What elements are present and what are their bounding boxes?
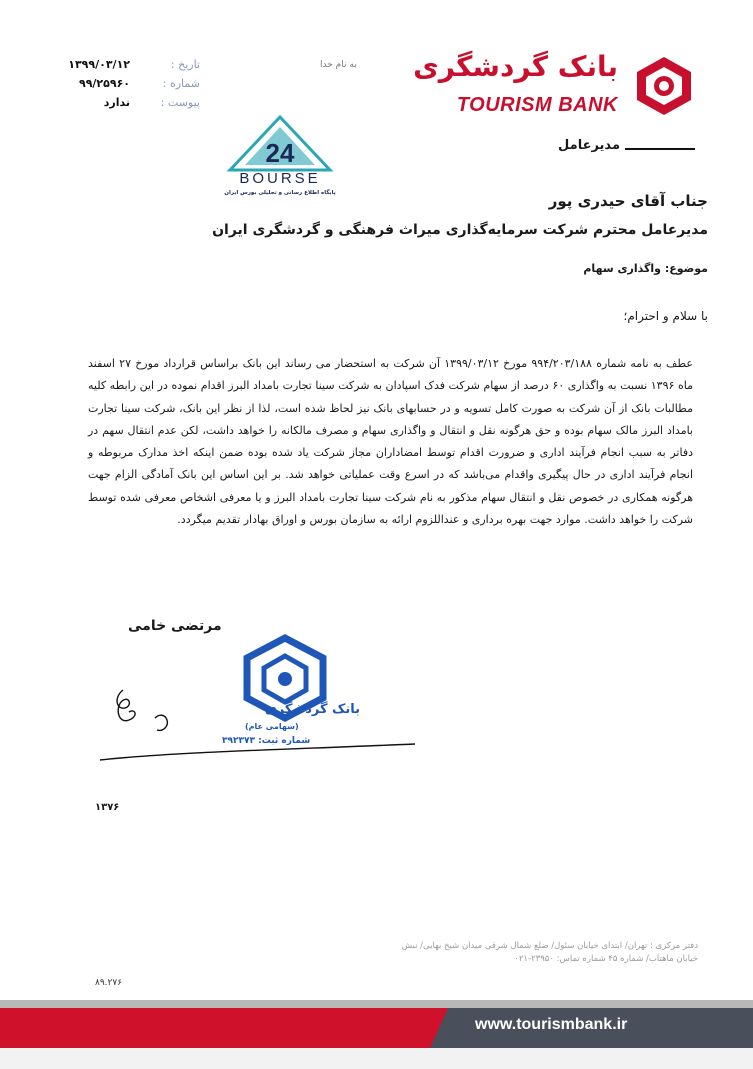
letter-subject: موضوع: واگذاری سهام	[583, 262, 708, 275]
date-row	[40, 55, 200, 74]
bank-logo-english: TOURISM BANK	[456, 94, 618, 116]
stamp-registration: شماره ثبت: ۳۹۲۳۷۳	[222, 736, 311, 746]
handwritten-signature	[95, 680, 425, 770]
department-label: مدیرعامل	[558, 138, 620, 153]
year-code: ۱۳۷۶	[95, 802, 120, 813]
tourism-bank-emblem-icon	[633, 55, 695, 117]
letter-meta	[40, 55, 200, 112]
number-label: شماره :	[162, 77, 200, 90]
letter-body: عطف به نامه شماره ۹۹۴/۲۰۳/۱۸۸ مورخ ۱۳۹۹/۰۳/۱۲ آن شرکت به استحضار می رساند این بانک براساس قرارداد مورخ ۲۷ اسفند ماه ۱۳۹۶ نسبت به واگذاری ۶۰ درصد از سهام شرکت فدک اسپادان به شرکت سینا تجارت بامداد البرز اقدام نموده در این رابطه کلیه مطالبات بانک از آن شرکت به صورت کامل تسویه و در حسابهای بانک نیز لحاظ شده است، لذا از نظر این بانک، شرکت سینا تجارت بامداد البرز مالک سهام بوده و حق هرگونه نقل و انتقال و واگذاری سهام و مصرف مالکانه را خواهد داشت، لکن عدم انتقال سهم در دفاتر به سبب انجام فرآیند اداری و ضرورت اقدام توسط امضاداران مجاز شرکت یاد شده بوده ضمن اینکه اخذ مدارک مربوطه و انجام فرآیند اداری در حال پیگیری واقدام می‌باشد که در اسرع وقت عملیاتی خواهد شد. بر این اساس این بانک آمادگی الزام جهت هرگونه همکاری در خصوص نقل و انتقال سهام مذکور به نام شرکت سینا تجارت بامداد البرز و یا معرفی اشخاص معرفی شده توسط شرکت را خواهد داشت. موارد جهت بهره برداری و عنداللزوم ارائه به سازمان بورس و اوراق بهادار تقدیم میگردد.	[88, 357, 693, 527]
recipient-name: جناب آقای حیدری پور	[548, 192, 708, 210]
attachment-value: ندارد	[103, 96, 130, 109]
form-code: ۸۹.۲۷۶	[95, 978, 123, 988]
attachment-row	[40, 93, 200, 112]
footer-bottom-strip	[0, 1048, 753, 1069]
department-rule	[625, 148, 695, 150]
date-value: ۱۳۹۹/۰۳/۱۲	[68, 58, 130, 71]
date-label: تاریخ :	[170, 58, 200, 71]
letter-greeting: با سلام و احترام؛	[623, 309, 708, 323]
svg-text:24: 24	[265, 138, 295, 168]
signer-name: مرتضی خامی	[128, 618, 222, 634]
stamp-bank-name: بانک گردشگری	[264, 702, 360, 717]
bourse-logo-word: BOURSE	[239, 170, 321, 187]
website-link[interactable]: www.tourismbank.ir	[475, 1016, 628, 1033]
bourse-logo-subtitle: پایگاه اطلاع رسانی و تحلیلی بورس ایران	[224, 190, 336, 196]
bank-logo-persian: بانک گردشگری	[413, 50, 618, 83]
bismillah-heading: به نام خدا	[320, 60, 357, 70]
number-row	[40, 74, 200, 93]
number-value: ۹۹/۲۵۹۶۰	[78, 77, 130, 90]
recipient-title: مدیرعامل محترم شرکت سرمایه‌گذاری میراث فرهنگی و گردشگری ایران	[212, 222, 708, 238]
attachment-label: پیوست :	[160, 96, 200, 109]
office-address: دفتر مرکزی : تهران/ ابتدای خیابان سئول/ ضلع شمال شرقی میدان شیخ بهایی/ نبش خیابان ماهتاب/ شماره ۴۵ شماره تماس: ۲۳۹۵۰-۰۲۱	[401, 941, 698, 964]
stamp-company-type: (سهامی عام)	[245, 722, 299, 731]
